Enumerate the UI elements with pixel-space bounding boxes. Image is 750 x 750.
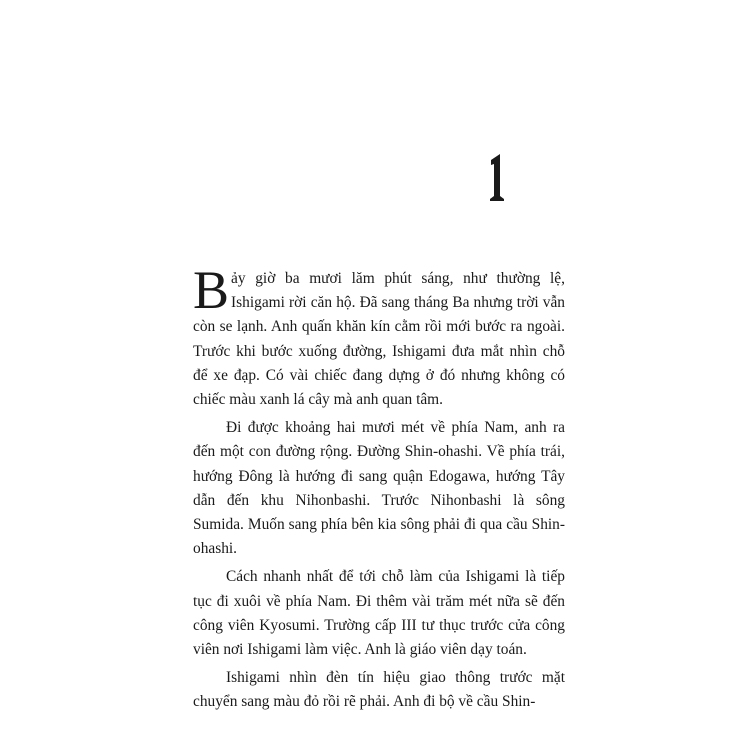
paragraph-4: Ishigami nhìn đèn tín hiệu giao thông trước mặt chuyển sang màu đỏ rồi rẽ phải. Anh đi bộ về cầu Shin- [193, 669, 565, 711]
paragraph-1 [193, 260, 565, 412]
chapter-number [478, 148, 518, 208]
paragraph-3: Cách nhanh nhất để tới chỗ làm của Ishigami là tiếp tục đi xuôi về phía Nam. Đi thêm vài trăm mét nữa sẽ đến công viên Kyosumi. Trường cấp III tư thục trước cửa công viên nơi Ishigami làm việc. Anh là giáo viên dạy toán. [193, 568, 565, 659]
chapter-number-glyph [478, 148, 518, 208]
paragraph-1-text: ảy giờ ba mươi lăm phút sáng, như thường lệ, Ishigami rời căn hộ. Đã sang tháng Ba nhưng trời vẫn còn se lạnh. Anh quấn khăn kín cằm rồi mới bước ra ngoài. Trước khi bước xuống đường, Ishigami đưa mắt nhìn chỗ để xe đạp. Có vài chiếc đang dựng ở đó nhưng không có chiếc màu xanh lá cây mà anh quan tâm. [193, 270, 565, 409]
chapter-body [193, 260, 565, 719]
paragraph-2: Đi được khoảng hai mươi mét về phía Nam, anh ra đến một con đường rộng. Đường Shin-ohashi. Về phía trái, hướng Đông là hướng đi sang quận Edogawa, hướng Tây dẫn đến khu Nihonbashi. Trước Nihonbashi là sông Sumida. Muốn sang phía bên kia sông phải đi qua cầu Shin-ohashi. [193, 419, 565, 558]
drop-cap: B [193, 260, 230, 320]
